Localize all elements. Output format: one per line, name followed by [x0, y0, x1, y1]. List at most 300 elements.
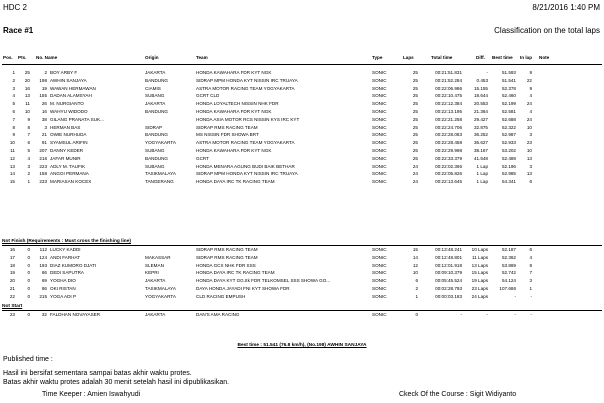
cell-type: SONIC [372, 254, 387, 260]
cell-type: SONIC [372, 155, 387, 161]
cell-pos: 10 [9, 140, 15, 146]
cell-best: 52.362 [501, 254, 516, 260]
cell-name: DIAZ KUMORO DJATI [50, 262, 97, 268]
cell-no: 158 [39, 171, 47, 177]
cell-pts: 0 [27, 312, 30, 317]
cell-best: 53.869 [501, 262, 516, 268]
cell-laps: 25 [412, 70, 418, 75]
cell-name: LUCKY KADDI [50, 247, 81, 252]
cell-laps: 25 [412, 148, 418, 153]
cell-pos: 3 [12, 85, 15, 91]
cell-team: GCRT [196, 155, 209, 161]
cell-no: 215 [39, 293, 47, 299]
cell-best: 51.541 [501, 77, 516, 83]
cell-origin: JAKARTA [145, 312, 166, 317]
cell-diff: 32.875 [473, 124, 488, 130]
cell-pos: 19 [9, 270, 15, 276]
cell-total: 00:22:13.645 [435, 179, 462, 185]
cell-team: CLD RACING EMPUSH [196, 293, 246, 299]
cell-inlap: 10 [526, 148, 532, 153]
cell-best: 52.985 [501, 171, 516, 177]
cell-pos: 17 [9, 254, 15, 260]
table-row [0, 109, 604, 117]
cell-name: DADAN ALAMSYAH [50, 93, 92, 99]
cell-type: SONIC [372, 93, 387, 99]
cell-type: SONIC [372, 109, 387, 114]
date-time: 8/21/2016 1:40 PM [532, 3, 600, 12]
cell-name: AWHIN SANJAYA [50, 77, 87, 83]
cell-origin: MAKASSAR [145, 254, 171, 260]
cell-pts: 0 [27, 293, 30, 299]
cell-origin: SLEMAN [145, 262, 164, 268]
cell-inlap: 3 [529, 163, 532, 169]
cell-diff: 38.167 [473, 148, 488, 153]
cell-type: SONIC [372, 171, 387, 177]
cell-type: SONIC [372, 262, 387, 268]
cell-diff: 1 Lap [476, 163, 488, 169]
cell-best: 54.341 [501, 179, 516, 185]
course-checker: Ckeck Of the Course : Sigit Widiyanto [399, 391, 517, 398]
cell-total: 00:22:02.366 [435, 163, 462, 169]
cell-pts: 0 [27, 262, 30, 268]
cell-type: SONIC [372, 148, 387, 153]
cell-diff: 13 Laps [471, 262, 488, 268]
cell-name: ANGGI PERMANA [50, 171, 89, 177]
col-pts: Pts. [18, 55, 27, 60]
cell-total: 00:22:12.384 [435, 101, 462, 107]
cell-diff: 15.155 [473, 85, 488, 91]
cell-diff: - [486, 312, 488, 317]
cell-pts: 8 [27, 124, 30, 130]
cell-team: HONDA DAYA IRC TK RACING TEAM [196, 270, 275, 276]
table-row [0, 156, 604, 164]
cell-inlap: 13 [526, 171, 532, 177]
cell-inlap: 3 [529, 132, 532, 138]
cell-name: BOY ARBY F [50, 70, 78, 75]
cell-laps: 24 [412, 179, 418, 185]
cell-laps: 10 [412, 270, 418, 276]
cell-no: 207 [39, 148, 47, 153]
cell-no: 3 [44, 124, 47, 130]
cell-total: 00:12:48.801 [435, 254, 462, 260]
cell-pos: 18 [9, 262, 15, 268]
cell-name: HERMAN BAS [50, 124, 81, 130]
cell-laps: 25 [412, 132, 418, 138]
cell-type: SONIC [372, 163, 387, 169]
table-row [0, 164, 604, 172]
cell-name: MARIASAN KOCEX [50, 179, 92, 185]
cell-diff: 29.427 [473, 116, 488, 122]
cell-inlap: 23 [526, 140, 532, 146]
cell-total: 00:13:48.241 [435, 247, 462, 252]
cell-origin: KEPRI [145, 270, 159, 276]
cell-diff: 41.548 [473, 155, 488, 161]
cell-pos: 21 [9, 286, 15, 291]
cell-laps: 2 [415, 286, 418, 291]
cell-origin: JAKARTA [145, 278, 166, 284]
cell-type: SONIC [372, 140, 387, 146]
cell-total: 00:22:10.475 [435, 93, 462, 99]
cell-no: 216 [39, 155, 47, 161]
cell-laps: 25 [412, 85, 418, 91]
cell-no: 38 [41, 116, 47, 122]
cell-inlap: 10 [526, 124, 532, 130]
header-rule [2, 64, 602, 65]
cell-total: 00:22:24.706 [435, 124, 462, 130]
cell-type: SONIC [372, 70, 387, 75]
cell-name: YOGA ADI P [50, 293, 77, 299]
cell-no: 91 [41, 140, 47, 146]
cell-pos: 23 [9, 312, 15, 317]
cell-team: HONDA KAWAHARA FDR KYT NGK [196, 70, 272, 75]
cell-diff: 20.553 [473, 101, 488, 107]
cell-best: 51.593 [501, 70, 516, 75]
table-row [0, 70, 604, 78]
col-best-time: Best time [492, 55, 513, 60]
cell-type: SONIC [372, 270, 387, 276]
cell-total: 00:21:51.831 [435, 70, 462, 75]
cell-total: 00:22:21.258 [435, 116, 462, 122]
col-laps: Laps [403, 55, 414, 60]
col-note: Note [539, 55, 550, 60]
cell-pos: 15 [9, 179, 15, 185]
cell-diff: 36.627 [473, 140, 488, 146]
cell-diff: 1 Lap [476, 179, 488, 185]
cell-total: 00:00:03.183 [435, 293, 462, 299]
cell-pos: 8 [12, 124, 15, 130]
cell-total: 00:22:05.826 [435, 171, 462, 177]
col-team: Team [196, 55, 208, 60]
cell-name: M. NURGIANTO [50, 101, 84, 107]
cell-inlap: 3 [529, 278, 532, 284]
cell-laps: 0 [415, 312, 418, 317]
cell-total: 00:22:13.195 [435, 109, 462, 114]
cell-pts: 0 [27, 247, 30, 252]
cell-laps: 25 [412, 109, 418, 114]
cell-pos: 6 [12, 109, 15, 114]
not-start-heading: Not Start [2, 304, 23, 309]
cell-inlap: 6 [529, 179, 532, 185]
table-row [0, 263, 604, 271]
cell-pts: 11 [25, 101, 30, 107]
cell-no: 69 [41, 278, 47, 284]
cell-laps: 6 [415, 278, 418, 284]
cell-diff: 21.364 [473, 109, 488, 114]
cell-no: 16 [41, 109, 47, 114]
note-line-1: Hasil ini bersifat sementara sampai batas akhir waktu protes. [3, 370, 192, 377]
cell-name: WAHYU WIDODO [50, 109, 88, 114]
cell-laps: 12 [412, 262, 418, 268]
cell-name: JAFAR MUNIR [50, 155, 81, 161]
cell-inlap: 6 [529, 247, 532, 252]
col-diff: Diff. [476, 55, 485, 60]
cell-pos: 7 [12, 116, 15, 122]
classification-label: Classification on the total laps [494, 26, 600, 35]
cell-diff: 11 Laps [471, 254, 488, 260]
cell-team: HONDA GCX NHK FDR SSS [196, 262, 256, 268]
cell-inlap: 9 [529, 70, 532, 75]
cell-type: SONIC [372, 85, 387, 91]
cell-pts: 0 [27, 270, 30, 276]
cell-pos: 5 [12, 101, 15, 107]
cell-best: 53.202 [501, 148, 516, 153]
race-label: Race #1 [3, 26, 34, 35]
cell-pos: 16 [9, 247, 15, 252]
table-row [0, 78, 604, 86]
cell-name: WAWAN HERMAWAN [50, 85, 96, 91]
cell-total: 00:22:33.379 [435, 155, 462, 161]
not-finish-rule [2, 245, 602, 246]
table-row [0, 294, 604, 302]
cell-diff: 19 Laps [471, 278, 488, 284]
cell-type: SONIC [372, 132, 387, 138]
table-row [0, 312, 604, 320]
cell-pts: 10 [24, 109, 30, 114]
cell-team: HONDA LOYALTECH NISSIN NHK FDR [196, 101, 279, 107]
not-start-rule [2, 310, 602, 311]
cell-diff: 15 Laps [471, 270, 488, 276]
col-no-name: No. Name [36, 55, 58, 60]
cell-pos: 11 [10, 148, 15, 153]
cell-origin: SUBANG [145, 93, 165, 99]
table-row [0, 140, 604, 148]
cell-laps: 25 [412, 140, 418, 146]
col-pos: Pos. [3, 55, 13, 60]
cell-team: SIDRAP RMS RACING TEAM [196, 254, 258, 260]
cell-inlap: 13 [526, 155, 532, 161]
cell-origin: CIAMIS [145, 85, 161, 91]
cell-team: SIDRAP MPM HONDA KYT NISSIN IRC TRUAYA [196, 77, 298, 83]
cell-total: 00:22:28.083 [435, 132, 462, 138]
cell-no: 124 [39, 254, 47, 260]
cell-pts: 5 [27, 148, 30, 153]
cell-type: SONIC [372, 116, 387, 122]
cell-name: OWIE NURHUDA [50, 132, 87, 138]
cell-origin: BANDUNG [145, 155, 168, 161]
cell-no: 233 [39, 179, 47, 185]
cell-best: 52.489 [501, 155, 516, 161]
cell-pts: 25 [24, 70, 30, 75]
cell-name: SYAMSUL ARIFIN [50, 140, 88, 146]
cell-type: SONIC [372, 247, 387, 252]
cell-best: 52.187 [501, 247, 516, 252]
cell-team: ASTRA MOTOR RACING TEAM YOGYAKARTA [196, 85, 295, 91]
not-finish-heading: Not Finish (Requirements : Must cross the finishing line) [2, 239, 131, 244]
cell-pos: 1 [12, 70, 15, 75]
cell-total: 00:22:29.998 [435, 148, 462, 153]
col-total-time: Total time [431, 55, 453, 60]
cell-no: 66 [41, 270, 47, 276]
cell-origin: JAKARTA [145, 101, 166, 107]
cell-team: SIDRAP MPM HONDA KYT NISSIN IRC TRUAYA [196, 171, 298, 177]
cell-best: 52.581 [501, 109, 516, 114]
cell-best: - [514, 312, 516, 317]
cell-origin: TANGERANG [145, 179, 174, 185]
col-origin: Origin [145, 55, 159, 60]
cell-best: 52.933 [501, 140, 516, 146]
cell-name: FALDHAN NOVAYASER [50, 312, 101, 317]
cell-diff: 10 Laps [471, 247, 488, 252]
cell-pos: 13 [9, 163, 15, 169]
cell-best: 54.124 [501, 278, 516, 284]
cell-diff: 24 Laps [471, 293, 488, 299]
table-row [0, 86, 604, 94]
cell-pts: 16 [24, 85, 30, 91]
cell-best: 107.686 [499, 286, 516, 291]
cell-pts: 0 [27, 254, 30, 260]
cell-type: SONIC [372, 101, 387, 107]
cell-pts: 13 [24, 93, 30, 99]
cell-team: GCRT CLD [196, 93, 220, 99]
cell-origin: TASIKMALAYA [145, 171, 176, 177]
cell-total: 00:05:45.524 [435, 278, 462, 284]
cell-team: HONDA KAWAHARA FDR KYT NGK [196, 148, 272, 153]
cell-inlap: - [530, 293, 532, 299]
cell-pts: 3 [27, 163, 30, 169]
cell-no: 2 [44, 70, 47, 75]
cell-origin: BANDUNG [145, 132, 168, 138]
cell-inlap: 7 [529, 270, 532, 276]
cell-best: 52.378 [501, 85, 516, 91]
table-row [0, 132, 604, 140]
cell-total: 00:02:28.793 [435, 286, 462, 291]
table-row [0, 270, 604, 278]
table-row [0, 101, 604, 109]
cell-pos: 2 [12, 77, 15, 83]
cell-pos: 12 [9, 155, 15, 161]
note-line-2: Batas akhir waktu protes adalah 30 menit setelah hasil ini dipublikasikan. [3, 379, 230, 386]
cell-name: ADLY M. TAUFIK [50, 163, 86, 169]
cell-best: 52.199 [501, 101, 516, 107]
cell-inlap: 8 [529, 262, 532, 268]
cell-pts: 7 [27, 132, 30, 138]
cell-inlap: - [530, 312, 532, 317]
cell-best: 52.987 [501, 132, 516, 138]
cell-diff: 1 Lap [476, 171, 488, 177]
cell-laps: 25 [412, 93, 418, 99]
cell-team: DAN'S AMA RACING [196, 312, 240, 317]
cell-pts: 9 [27, 116, 30, 122]
col-in-lap: In lap [520, 55, 532, 60]
table-row [0, 148, 604, 156]
cell-team: MS NISSIN FDR SHOWA BRT [196, 132, 259, 138]
cell-pos: 20 [9, 278, 15, 284]
cell-best: 52.688 [501, 116, 516, 122]
cell-best: 52.322 [501, 124, 516, 130]
cell-total: 00:22:06.986 [435, 85, 462, 91]
cell-best: 52.460 [501, 93, 516, 99]
cell-best: - [514, 293, 516, 299]
cell-origin: SUBANG [145, 148, 165, 153]
cell-origin: BANDUNG [145, 77, 168, 83]
cell-laps: 25 [412, 155, 418, 161]
cell-type: SONIC [372, 312, 387, 317]
cell-team: HONDA DAYA KYT GG.Itk FDR TELKOMSEL SSS SHOWA GO... [196, 278, 331, 284]
cell-name: OKI RISTAN [50, 286, 76, 291]
cell-laps: 25 [412, 124, 418, 130]
cell-inlap: 24 [526, 116, 532, 122]
cell-total: 00:21:52.284 [435, 77, 462, 83]
time-keeper: Time Keeper : Amien Iswahyudi [42, 391, 141, 398]
cell-no: 19 [41, 85, 47, 91]
cell-name: DANNY KEDER [50, 148, 84, 153]
cell-pts: 2 [27, 171, 30, 177]
cell-laps: 1 [415, 293, 418, 299]
cell-team: ASTRA MOTOR RACING TEAM YOGYAKARTA [196, 140, 295, 146]
cell-inlap: 4 [529, 93, 532, 99]
cell-origin: YOGYAKARTA [145, 140, 176, 146]
table-row [0, 93, 604, 101]
cell-total: - [460, 312, 462, 317]
cell-inlap: 9 [529, 85, 532, 91]
cell-diff: 23 Laps [471, 286, 488, 291]
cell-team: HONDA KAWAHARA FDR KYT NGK [196, 109, 272, 114]
cell-diff: 0.453 [476, 77, 488, 83]
cell-team: SIDRAP RMS RACING TEAM [196, 247, 258, 252]
cell-best: 52.742 [501, 270, 516, 276]
table-row [0, 171, 604, 179]
cell-team: DAYA HONDA JAYADI FNI KYT SHOWA FDR [196, 286, 290, 291]
cell-inlap: 4 [529, 109, 532, 114]
cell-diff: - [486, 70, 488, 75]
cell-laps: 25 [412, 101, 418, 107]
cell-inlap: 24 [526, 101, 532, 107]
cell-name: YOGHA DIO [50, 278, 76, 284]
table-row [0, 247, 604, 255]
cell-pts: 0 [27, 278, 30, 284]
cell-pos: 9 [12, 132, 15, 138]
cell-total: 00:09:10.379 [435, 270, 462, 276]
cell-pos: 22 [9, 293, 15, 299]
cell-no: 86 [41, 286, 47, 291]
cell-no: 223 [39, 163, 47, 169]
table-row [0, 125, 604, 133]
cell-inlap: 1 [529, 286, 532, 291]
cell-pts: 20 [24, 77, 30, 83]
cell-team: SIDRAP RMS RACING TEAM [196, 124, 258, 130]
event-title: HDC 2 [3, 3, 28, 12]
cell-type: SONIC [372, 278, 387, 284]
table-row [0, 255, 604, 263]
cell-no: 198 [39, 77, 47, 83]
cell-no: 112 [39, 247, 47, 252]
cell-laps: 24 [412, 171, 418, 177]
cell-origin: TASIKMALAYA [145, 286, 176, 291]
published-time: Published time : [3, 356, 53, 363]
table-row [0, 179, 604, 187]
cell-pos: 14 [9, 171, 15, 177]
cell-type: SONIC [372, 293, 387, 299]
cell-pts: 4 [27, 155, 30, 161]
cell-no: 155 [39, 93, 47, 99]
cell-laps: 15 [412, 247, 418, 252]
cell-pos: 4 [12, 93, 15, 99]
cell-best: 52.196 [501, 163, 516, 169]
cell-name: DEDI SAPUTRA [50, 270, 84, 276]
cell-inlap: 4 [529, 254, 532, 260]
cell-laps: 24 [412, 163, 418, 169]
cell-origin: SUBANG [145, 163, 165, 169]
cell-no: 193 [39, 262, 47, 268]
cell-laps: 14 [412, 254, 418, 260]
cell-team: HONDA ASIA MOTOR RCS NISSIN KYS IRC KYT [196, 116, 300, 122]
cell-pts: 6 [27, 140, 30, 146]
cell-inlap: 22 [526, 77, 532, 83]
cell-total: 00:22:28.458 [435, 140, 462, 146]
cell-team: HONDA DAYA IRC TK RACING TEAM [196, 179, 275, 185]
cell-origin: BANDUNG [145, 109, 168, 114]
cell-type: SONIC [372, 77, 387, 83]
